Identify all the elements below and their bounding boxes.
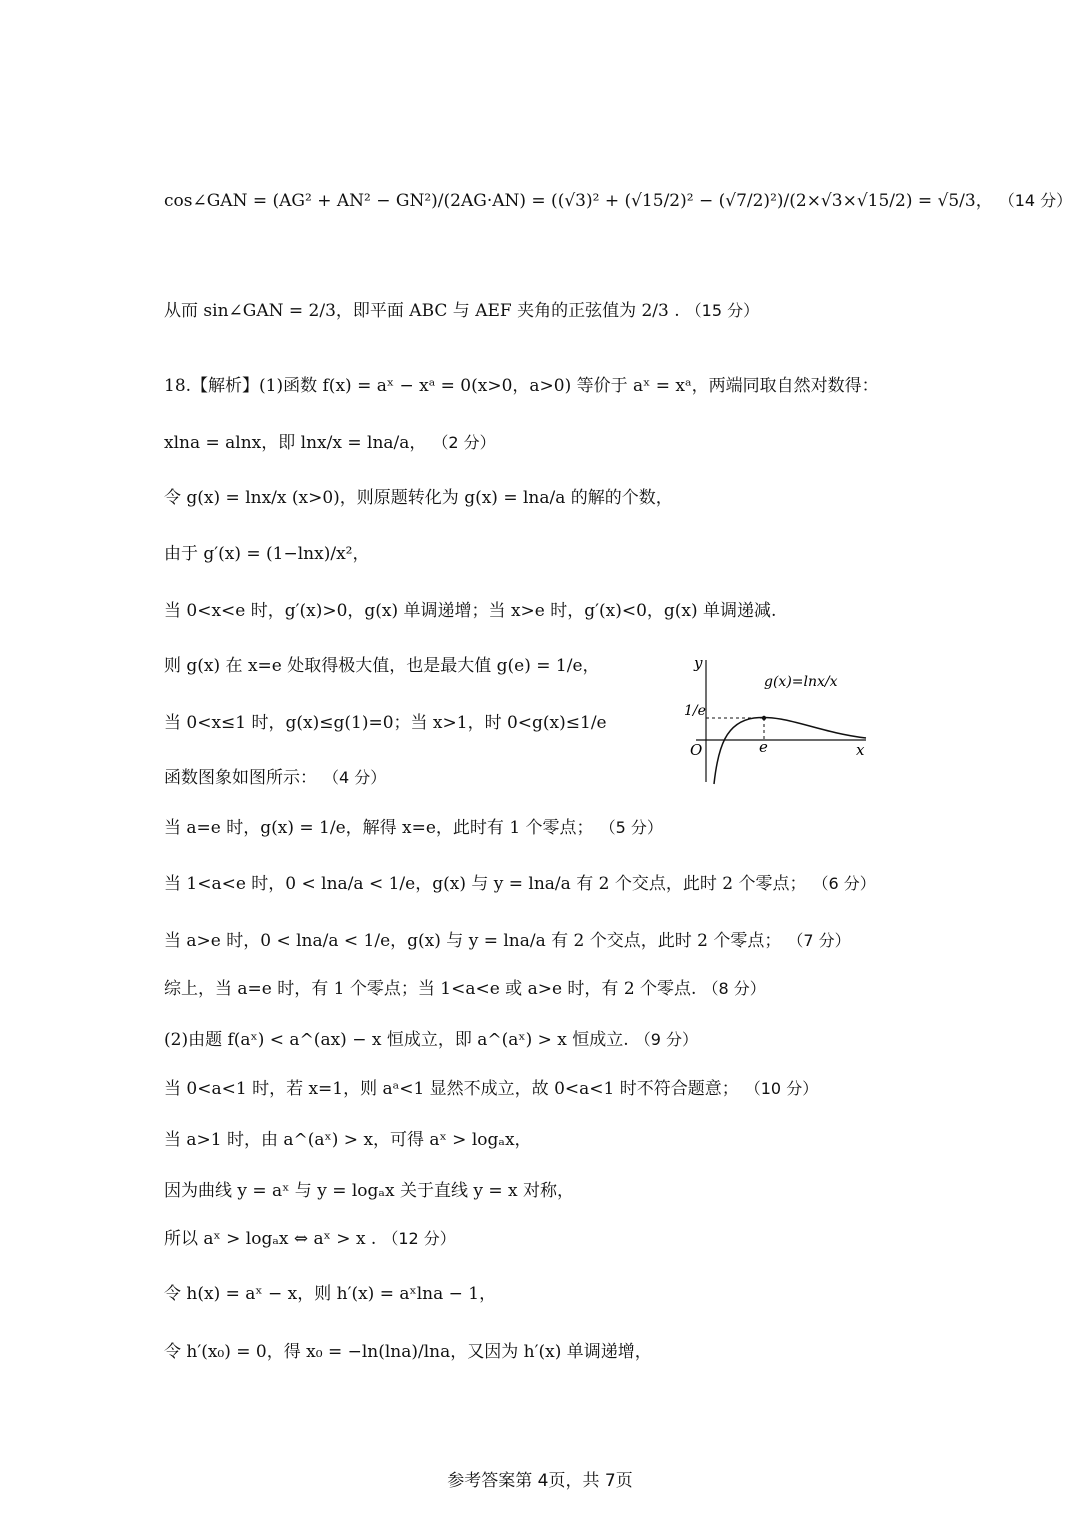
solution-text: 则 g(x) 在 x=e 处取得极大值，也是最大值 g(e) = 1/e，: [164, 656, 600, 676]
solution-line: [164, 1283, 1020, 1305]
peak-y-label: 1/e: [684, 703, 706, 719]
solution-text: 当 0<x<e 时，g′(x)>0，g(x) 单调递增；当 x>e 时，g′(x)<0，g(x) 单调递减.: [164, 601, 777, 621]
solution-line: [164, 978, 1020, 1000]
peak-point: [762, 716, 766, 720]
score-label: （8 分）: [702, 979, 766, 998]
curve: [714, 717, 866, 784]
solution-text: 当 a>1 时，由 a^(aˣ) > x，可得 aˣ > logₐx，: [164, 1130, 532, 1150]
solution-text: 因为曲线 y = aˣ 与 y = logₐx 关于直线 y = x 对称，: [164, 1181, 575, 1201]
solution-line: [164, 873, 1020, 895]
solution-line: [164, 600, 1020, 622]
function-label: g(x)=lnx/x: [764, 674, 838, 690]
solution-line: [164, 767, 1020, 789]
solution-text: xlna = alnx，即 lnx/x = lna/a，: [164, 433, 427, 453]
solution-text: 令 h(x) = aˣ − x，则 h′(x) = aˣlna − 1，: [164, 1284, 497, 1304]
solution-text: 综上，当 a=e 时，有 1 个零点；当 1<a<e 或 a>e 时，有 2 个零点.: [164, 979, 697, 999]
solution-text: 令 h′(x₀) = 0，得 x₀ = −ln(lna)/lna，又因为 h′(x) 单调递增，: [164, 1342, 652, 1362]
solution-line: [164, 1029, 1020, 1051]
solution-text: 由于 g′(x) = (1−lnx)/x²，: [164, 544, 370, 564]
solution-text: 当 0<x≤1 时，g(x)≤g(1)=0；当 x>1，时 0<g(x)≤1/e: [164, 713, 607, 733]
solution-text: 当 a>e 时，0 < lna/a < 1/e，g(x) 与 y = lna/a 有 2 个交点，此时 2 个零点；: [164, 931, 782, 951]
solution-line: [164, 300, 1020, 322]
solution-line: [164, 817, 1020, 839]
solution-line: [164, 487, 1020, 509]
score-label: （10 分）: [744, 1079, 819, 1098]
page-footer: 参考答案第 4页，共 7页: [447, 1471, 633, 1491]
solution-text: 从而 sin∠GAN = 2/3，即平面 ABC 与 AEF 夹角的正弦值为 2/3 .: [164, 301, 680, 321]
solution-line: [164, 190, 1073, 212]
score-label: （2 分）: [432, 433, 496, 452]
solution-line: [164, 1341, 1020, 1363]
solution-line: [164, 1129, 1020, 1151]
solution-line: [164, 712, 1020, 734]
solution-text: cos∠GAN = (AG² + AN² − GN²)/(2AG·AN) = ((√3)² + (√15/2)² − (√7/2)²)/(2×√3×√15/2) = √5/3，: [164, 191, 993, 211]
solution-text: 当 0<a<1 时，若 x=1，则 aᵃ<1 显然不成立，故 0<a<1 时不符合题意；: [164, 1079, 739, 1099]
solution-line: [164, 1180, 1020, 1202]
solution-text: 令 g(x) = lnx/x (x>0)，则原题转化为 g(x) = lna/a 的解的个数，: [164, 488, 673, 508]
solution-line: [164, 1228, 1020, 1250]
score-label: （9 分）: [634, 1030, 698, 1049]
solution-line: [164, 655, 1020, 677]
score-label: （14 分）: [998, 191, 1073, 210]
score-label: （5 分）: [599, 818, 663, 837]
solution-line: [164, 930, 1020, 952]
solution-text: 18.【解析】(1)函数 f(x) = aˣ − xᵃ = 0(x>0，a>0) 等价于 aˣ = xᵃ，两端同取自然对数得：: [164, 376, 879, 396]
score-label: （7 分）: [787, 931, 851, 950]
origin-label: O: [690, 741, 703, 759]
score-label: （4 分）: [323, 768, 387, 787]
solution-line: [164, 432, 1020, 454]
peak-x-label: e: [759, 738, 768, 756]
solution-line: [164, 543, 1020, 565]
solution-line: [164, 375, 1020, 397]
score-label: （6 分）: [812, 874, 876, 893]
solution-line: [164, 1078, 1020, 1100]
score-label: （12 分）: [382, 1229, 456, 1248]
x-axis-label: x: [856, 741, 865, 759]
solution-text: (2)由题 f(aˣ) < a^(ax) − x 恒成立，即 a^(aˣ) > x 恒成立.: [164, 1030, 629, 1050]
solution-text: 所以 aˣ > logₐx ⇔ aˣ > x .: [164, 1229, 377, 1249]
y-axis-label: y: [694, 654, 703, 672]
solution-text: 函数图象如图所示：: [164, 768, 317, 788]
solution-text: 当 a=e 时，g(x) = 1/e，解得 x=e，此时有 1 个零点；: [164, 818, 594, 838]
function-graph: [676, 652, 876, 792]
solution-text: 当 1<a<e 时，0 < lna/a < 1/e，g(x) 与 y = lna/a 有 2 个交点，此时 2 个零点；: [164, 874, 807, 894]
score-label: （15 分）: [685, 301, 760, 320]
